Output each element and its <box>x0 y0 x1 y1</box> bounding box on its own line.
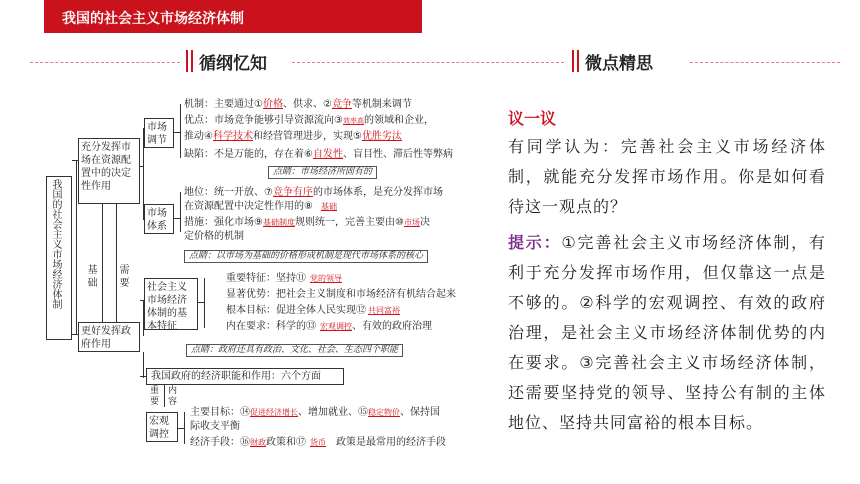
note-gov-functions: 点睛：政府还具有政治、文化、社会、生态四个职能 <box>186 344 403 357</box>
page-title: 我国的社会主义市场经济体制 <box>62 11 244 27</box>
header-title-bar <box>44 0 422 33</box>
note-market-inherent: 点睛：市场经济所固有的 <box>268 166 377 179</box>
discussion-tip <box>508 228 826 438</box>
root-node <box>46 176 72 340</box>
macro-line-3: 经济手段：⑯财政政策和⑰ 货币 政策是最常用的经济手段 <box>190 437 446 448</box>
right-dash-line <box>690 62 840 63</box>
tip-label: 提示： <box>508 233 562 252</box>
market-mechanism-node: 市场调节 <box>144 118 174 148</box>
feature-line-3: 根本目标：促进全体人民实现⑫ 共同富裕 <box>226 305 400 316</box>
label-content: 内容 <box>167 386 177 407</box>
branch-market-node: 充分发挥市场在资源配置中的决定性作用 <box>78 138 140 204</box>
system-line-3: 措施：强化市场⑨基础制度规则统一，完善主要由⑩市场决 <box>184 217 430 228</box>
section-right-header <box>572 46 653 76</box>
advantage-line-2: 推动④科学技术和经营管理进步，实现⑤优胜劣汰 <box>184 131 402 142</box>
root-label: 我国的社会主义市场经济体制 <box>50 179 61 309</box>
advantage-line-1: 优点：市场竞争能够引导资源流向③效率高的领域和企业， <box>184 115 434 126</box>
socialist-features-node: 社会主义市场经济体制的基本特征 <box>144 278 198 330</box>
link-label-need: 需要 <box>119 265 130 289</box>
section-left-header <box>186 46 267 76</box>
system-line-4: 定价格的机制 <box>184 231 244 242</box>
macro-line-2: 际收支平衡 <box>190 421 240 432</box>
mechanism-line: 机制：主要通过①价格、供求、②竞争等机制来调节 <box>184 99 412 110</box>
discussion-heading: 议一议 <box>508 109 557 128</box>
left-dash-line <box>30 62 180 63</box>
branch-government-node: 更好发挥政府作用 <box>78 322 140 352</box>
feature-line-1: 重要特征：坚持⑪ 党的领导 <box>226 273 342 284</box>
link-label-basis: 基础 <box>87 265 98 289</box>
section-left-title: 循纲忆知 <box>199 53 267 74</box>
system-line-1: 地位：统一开放、⑦竞争有序的市场体系，是充分发挥市场 <box>184 187 443 198</box>
section-marker-icon <box>186 50 193 72</box>
section-marker-icon <box>572 50 579 72</box>
market-system-node: 市场体系 <box>144 204 174 234</box>
discussion-question: 有同学认为：完善社会主义市场经济体制，就能充分发挥市场作用。你是如何看待这一观点的？ <box>508 137 826 216</box>
system-line-2: 在资源配置中决定性作用的⑧ 基础 <box>184 201 337 212</box>
feature-line-2: 显著优势：把社会主义制度和市场经济有机结合起来 <box>226 289 456 300</box>
note-price-core: 点睛：以市场为基础的价格形成机制是现代市场体系的核心 <box>184 250 428 263</box>
defect-line: 缺陷：不是万能的，存在着⑥自发性、盲目性、滞后性等弊病 <box>184 149 453 160</box>
gov-economic-functions-node: 我国政府的经济职能和作用：六个方面 <box>146 368 344 385</box>
tip-body: ①完善社会主义市场经济体制，有利于充分发挥市场作用，但仅靠这一点是不够的。②科学的宏观调控、有效的政府治理，是社会主义市场经济体制优势的内在要求。③完善社会主义市场经济体制，还需要坚持党的领导、坚持公有制的主体地位、坚持共同富裕的根本目标。 <box>508 233 826 432</box>
label-important: 重要 <box>149 386 159 407</box>
middle-dash-line <box>292 62 564 63</box>
macro-control-node: 宏观调控 <box>146 412 178 442</box>
section-right-title: 微点精思 <box>585 53 653 74</box>
feature-line-4: 内在要求：科学的⑬ 宏观调控、有效的政府治理 <box>226 321 432 332</box>
macro-line-1: 主要目标：⑭促进经济增长、增加就业、⑮稳定物价、保持国 <box>190 407 440 418</box>
